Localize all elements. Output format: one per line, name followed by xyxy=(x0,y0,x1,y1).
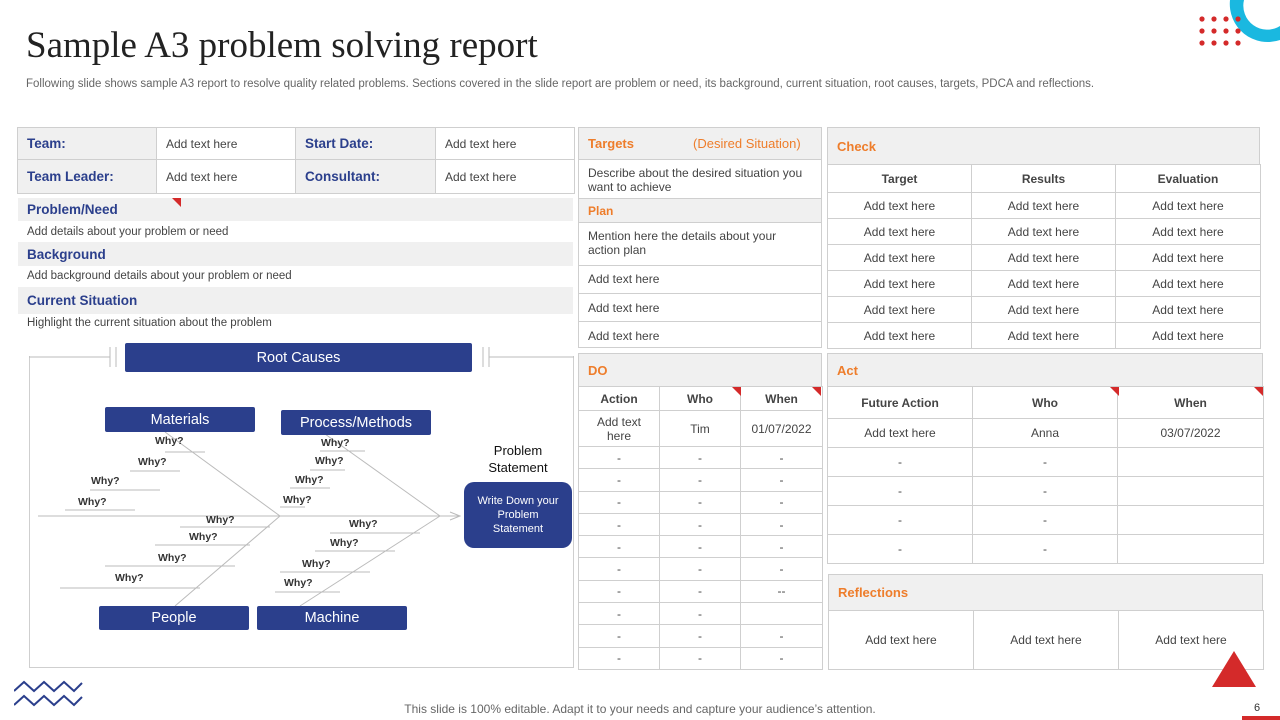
do-row-cell[interactable]: - xyxy=(579,647,660,669)
problem-need-heading: Problem/Need xyxy=(18,198,573,221)
targets-title: Targets xyxy=(588,136,634,151)
do-row-cell[interactable]: 01/07/2022 xyxy=(741,411,823,447)
do-row-cell[interactable]: - xyxy=(660,536,741,558)
divider xyxy=(579,321,821,322)
act-row xyxy=(828,419,1264,448)
check-row-cell[interactable]: Add text here xyxy=(1116,245,1261,271)
corner-marker-icon xyxy=(732,387,741,396)
check-row xyxy=(828,323,1261,349)
do-row xyxy=(579,580,823,602)
reflection-item[interactable]: Add text here xyxy=(974,611,1119,670)
people-box: People xyxy=(99,606,249,630)
page-number-bar xyxy=(1242,716,1280,720)
do-header-action: Action xyxy=(579,387,660,411)
do-row-cell[interactable]: - xyxy=(660,558,741,580)
plan-item[interactable]: Add text here xyxy=(588,329,660,343)
check-header-evaluation: Evaluation xyxy=(1116,165,1261,193)
check-row xyxy=(828,297,1261,323)
do-row xyxy=(579,536,823,558)
check-row-cell[interactable]: Add text here xyxy=(828,219,972,245)
check-row-cell[interactable]: Add text here xyxy=(828,271,972,297)
why-label: Why? xyxy=(283,494,312,506)
act-row-cell[interactable]: - xyxy=(828,477,973,506)
check-row-cell[interactable]: Add text here xyxy=(972,271,1116,297)
do-row-cell[interactable]: -- xyxy=(741,580,823,602)
page-number: 6 xyxy=(1253,702,1261,714)
why-label: Why? xyxy=(206,514,235,526)
do-row-cell[interactable]: - xyxy=(741,536,823,558)
do-row-cell[interactable]: - xyxy=(579,603,660,625)
check-row-cell[interactable]: Add text here xyxy=(1116,271,1261,297)
why-label: Why? xyxy=(330,537,359,549)
act-row-cell[interactable]: - xyxy=(973,448,1118,477)
act-heading: Act xyxy=(827,353,1263,387)
do-row-cell[interactable]: - xyxy=(741,491,823,513)
reflection-item[interactable]: Add text here xyxy=(829,611,974,670)
act-row xyxy=(828,477,1264,506)
team-value[interactable]: Add text here xyxy=(156,127,296,160)
do-row-cell[interactable]: - xyxy=(660,603,741,625)
act-header-who: Who xyxy=(973,387,1118,419)
why-label: Why? xyxy=(155,435,184,447)
background-text[interactable]: Add background details about your problem or need xyxy=(27,270,292,282)
problem-statement-box[interactable]: Write Down your Problem Statement xyxy=(464,482,572,548)
do-row-cell[interactable]: - xyxy=(660,625,741,647)
check-heading: Check xyxy=(827,127,1260,165)
plan-item[interactable]: Add text here xyxy=(588,301,660,315)
act-row-cell[interactable]: Add text here xyxy=(828,419,973,448)
consultant-label: Consultant: xyxy=(295,159,436,194)
do-row-cell[interactable]: - xyxy=(579,469,660,491)
why-label: Why? xyxy=(284,577,313,589)
why-label: Why? xyxy=(295,474,324,486)
page-subtitle: Following slide shows sample A3 report to resolve quality related problems. Sections covered in the slide report are problem or need, its background, current situation, root causes, targets, PDCA and reflections. xyxy=(26,78,1095,90)
do-row xyxy=(579,647,823,669)
check-row-cell[interactable]: Add text here xyxy=(972,323,1116,349)
act-row xyxy=(828,448,1264,477)
check-row xyxy=(828,271,1261,297)
process-methods-box: Process/Methods xyxy=(281,410,431,435)
check-header-results: Results xyxy=(972,165,1116,193)
check-row-cell[interactable]: Add text here xyxy=(828,193,972,219)
do-row-cell[interactable]: - xyxy=(579,491,660,513)
page-title: Sample A3 problem solving report xyxy=(26,25,538,66)
why-label: Why? xyxy=(115,572,144,584)
targets-description[interactable]: Describe about the desired situation you want to achieve xyxy=(588,166,803,194)
corner-marker-icon xyxy=(1254,387,1263,396)
corner-marker-icon xyxy=(812,387,821,396)
do-row xyxy=(579,411,823,447)
check-table xyxy=(827,164,1261,349)
why-label: Why? xyxy=(349,518,378,530)
why-label: Why? xyxy=(158,552,187,564)
start-date-value[interactable]: Add text here xyxy=(435,127,575,160)
act-row-cell[interactable]: - xyxy=(973,535,1118,564)
check-row-cell[interactable]: Add text here xyxy=(828,323,972,349)
do-header-who: Who xyxy=(660,387,741,411)
why-label: Why? xyxy=(189,531,218,543)
act-table xyxy=(827,386,1264,564)
current-situation-text[interactable]: Highlight the current situation about the problem xyxy=(27,317,272,329)
corner-marker-icon xyxy=(1110,387,1119,396)
do-row-cell[interactable]: - xyxy=(579,625,660,647)
divider xyxy=(579,265,821,266)
team-leader-label: Team Leader: xyxy=(17,159,157,194)
why-label: Why? xyxy=(78,496,107,508)
do-row-cell[interactable]: Add text here xyxy=(579,411,660,447)
plan-description[interactable]: Mention here the details about your action plan xyxy=(588,229,777,257)
check-row-cell[interactable]: Add text here xyxy=(1116,193,1261,219)
team-label: Team: xyxy=(17,127,157,160)
background-heading: Background xyxy=(18,242,573,266)
act-row-cell[interactable]: - xyxy=(828,506,973,535)
reflection-item[interactable]: Add text here xyxy=(1119,611,1264,670)
targets-heading xyxy=(578,127,822,160)
act-row-cell[interactable]: - xyxy=(973,477,1118,506)
do-row-cell[interactable]: - xyxy=(741,447,823,469)
do-row-cell[interactable]: - xyxy=(660,469,741,491)
do-header-when: When xyxy=(741,387,823,411)
do-row-cell[interactable]: - xyxy=(660,580,741,602)
act-row-cell[interactable]: 03/07/2022 xyxy=(1118,419,1264,448)
do-row xyxy=(579,603,823,625)
check-row xyxy=(828,245,1261,271)
act-row-cell[interactable]: - xyxy=(828,448,973,477)
act-row xyxy=(828,506,1264,535)
check-row-cell[interactable]: Add text here xyxy=(972,297,1116,323)
act-row-cell[interactable] xyxy=(1118,506,1264,535)
do-heading: DO xyxy=(578,353,822,387)
do-table xyxy=(578,386,823,670)
start-date-label: Start Date: xyxy=(295,127,436,160)
why-label: Why? xyxy=(138,456,167,468)
act-row xyxy=(828,535,1264,564)
check-row-cell[interactable]: Add text here xyxy=(1116,219,1261,245)
why-label: Why? xyxy=(302,558,331,570)
materials-box: Materials xyxy=(105,407,255,432)
reflections-table xyxy=(828,610,1264,670)
do-row xyxy=(579,558,823,580)
footer-note: This slide is 100% editable. Adapt it to your needs and capture your audience’s attention. xyxy=(404,702,876,716)
do-row-cell[interactable] xyxy=(741,603,823,625)
do-row-cell[interactable]: - xyxy=(660,513,741,535)
machine-box: Machine xyxy=(257,606,407,630)
plan-item[interactable]: Add text here xyxy=(588,272,660,286)
act-header-future-action: Future Action xyxy=(828,387,973,419)
do-row-cell[interactable]: - xyxy=(579,447,660,469)
check-row-cell[interactable]: Add text here xyxy=(1116,297,1261,323)
why-label: Why? xyxy=(91,475,120,487)
problem-statement-label: Problem Statement xyxy=(488,443,548,475)
do-row xyxy=(579,469,823,491)
do-row-cell[interactable]: - xyxy=(579,536,660,558)
reflections-heading: Reflections xyxy=(828,574,1263,611)
check-row xyxy=(828,219,1261,245)
problem-need-text[interactable]: Add details about your problem or need xyxy=(27,226,229,238)
plan-heading: Plan xyxy=(578,198,822,223)
check-row-cell[interactable]: Add text here xyxy=(972,219,1116,245)
do-row xyxy=(579,491,823,513)
consultant-value[interactable]: Add text here xyxy=(435,159,575,194)
do-row-cell[interactable]: - xyxy=(741,513,823,535)
desired-situation-label: (Desired Situation) xyxy=(693,136,801,151)
do-row xyxy=(579,513,823,535)
do-row-cell[interactable]: - xyxy=(741,625,823,647)
do-row-cell[interactable]: - xyxy=(579,558,660,580)
why-label: Why? xyxy=(321,437,350,449)
do-row xyxy=(579,625,823,647)
act-row-cell[interactable] xyxy=(1118,448,1264,477)
do-row-cell[interactable]: - xyxy=(579,580,660,602)
do-row-cell[interactable]: Tim xyxy=(660,411,741,447)
check-row xyxy=(828,193,1261,219)
root-causes-header: Root Causes xyxy=(125,343,472,372)
act-row-cell[interactable] xyxy=(1118,477,1264,506)
check-row-cell[interactable]: Add text here xyxy=(972,193,1116,219)
act-row-cell[interactable] xyxy=(1118,535,1264,564)
do-row-cell[interactable]: - xyxy=(741,469,823,491)
act-row-cell[interactable]: - xyxy=(973,506,1118,535)
check-row-cell[interactable]: Add text here xyxy=(828,245,972,271)
check-row-cell[interactable]: Add text here xyxy=(1116,323,1261,349)
divider xyxy=(579,293,821,294)
why-label: Why? xyxy=(315,455,344,467)
do-row-cell[interactable]: - xyxy=(660,491,741,513)
do-row-cell[interactable]: - xyxy=(741,558,823,580)
do-row-cell[interactable]: - xyxy=(660,447,741,469)
act-header-when: When xyxy=(1118,387,1264,419)
act-row-cell[interactable]: - xyxy=(828,535,973,564)
do-row-cell[interactable]: - xyxy=(741,647,823,669)
check-row-cell[interactable]: Add text here xyxy=(828,297,972,323)
do-row-cell[interactable]: - xyxy=(579,513,660,535)
do-row-cell[interactable]: - xyxy=(660,647,741,669)
triangle-decoration-icon xyxy=(1212,651,1256,689)
do-row xyxy=(579,447,823,469)
act-row-cell[interactable]: Anna xyxy=(973,419,1118,448)
team-leader-value[interactable]: Add text here xyxy=(156,159,296,194)
current-situation-heading: Current Situation xyxy=(18,287,573,314)
check-row-cell[interactable]: Add text here xyxy=(972,245,1116,271)
check-header-target: Target xyxy=(828,165,972,193)
